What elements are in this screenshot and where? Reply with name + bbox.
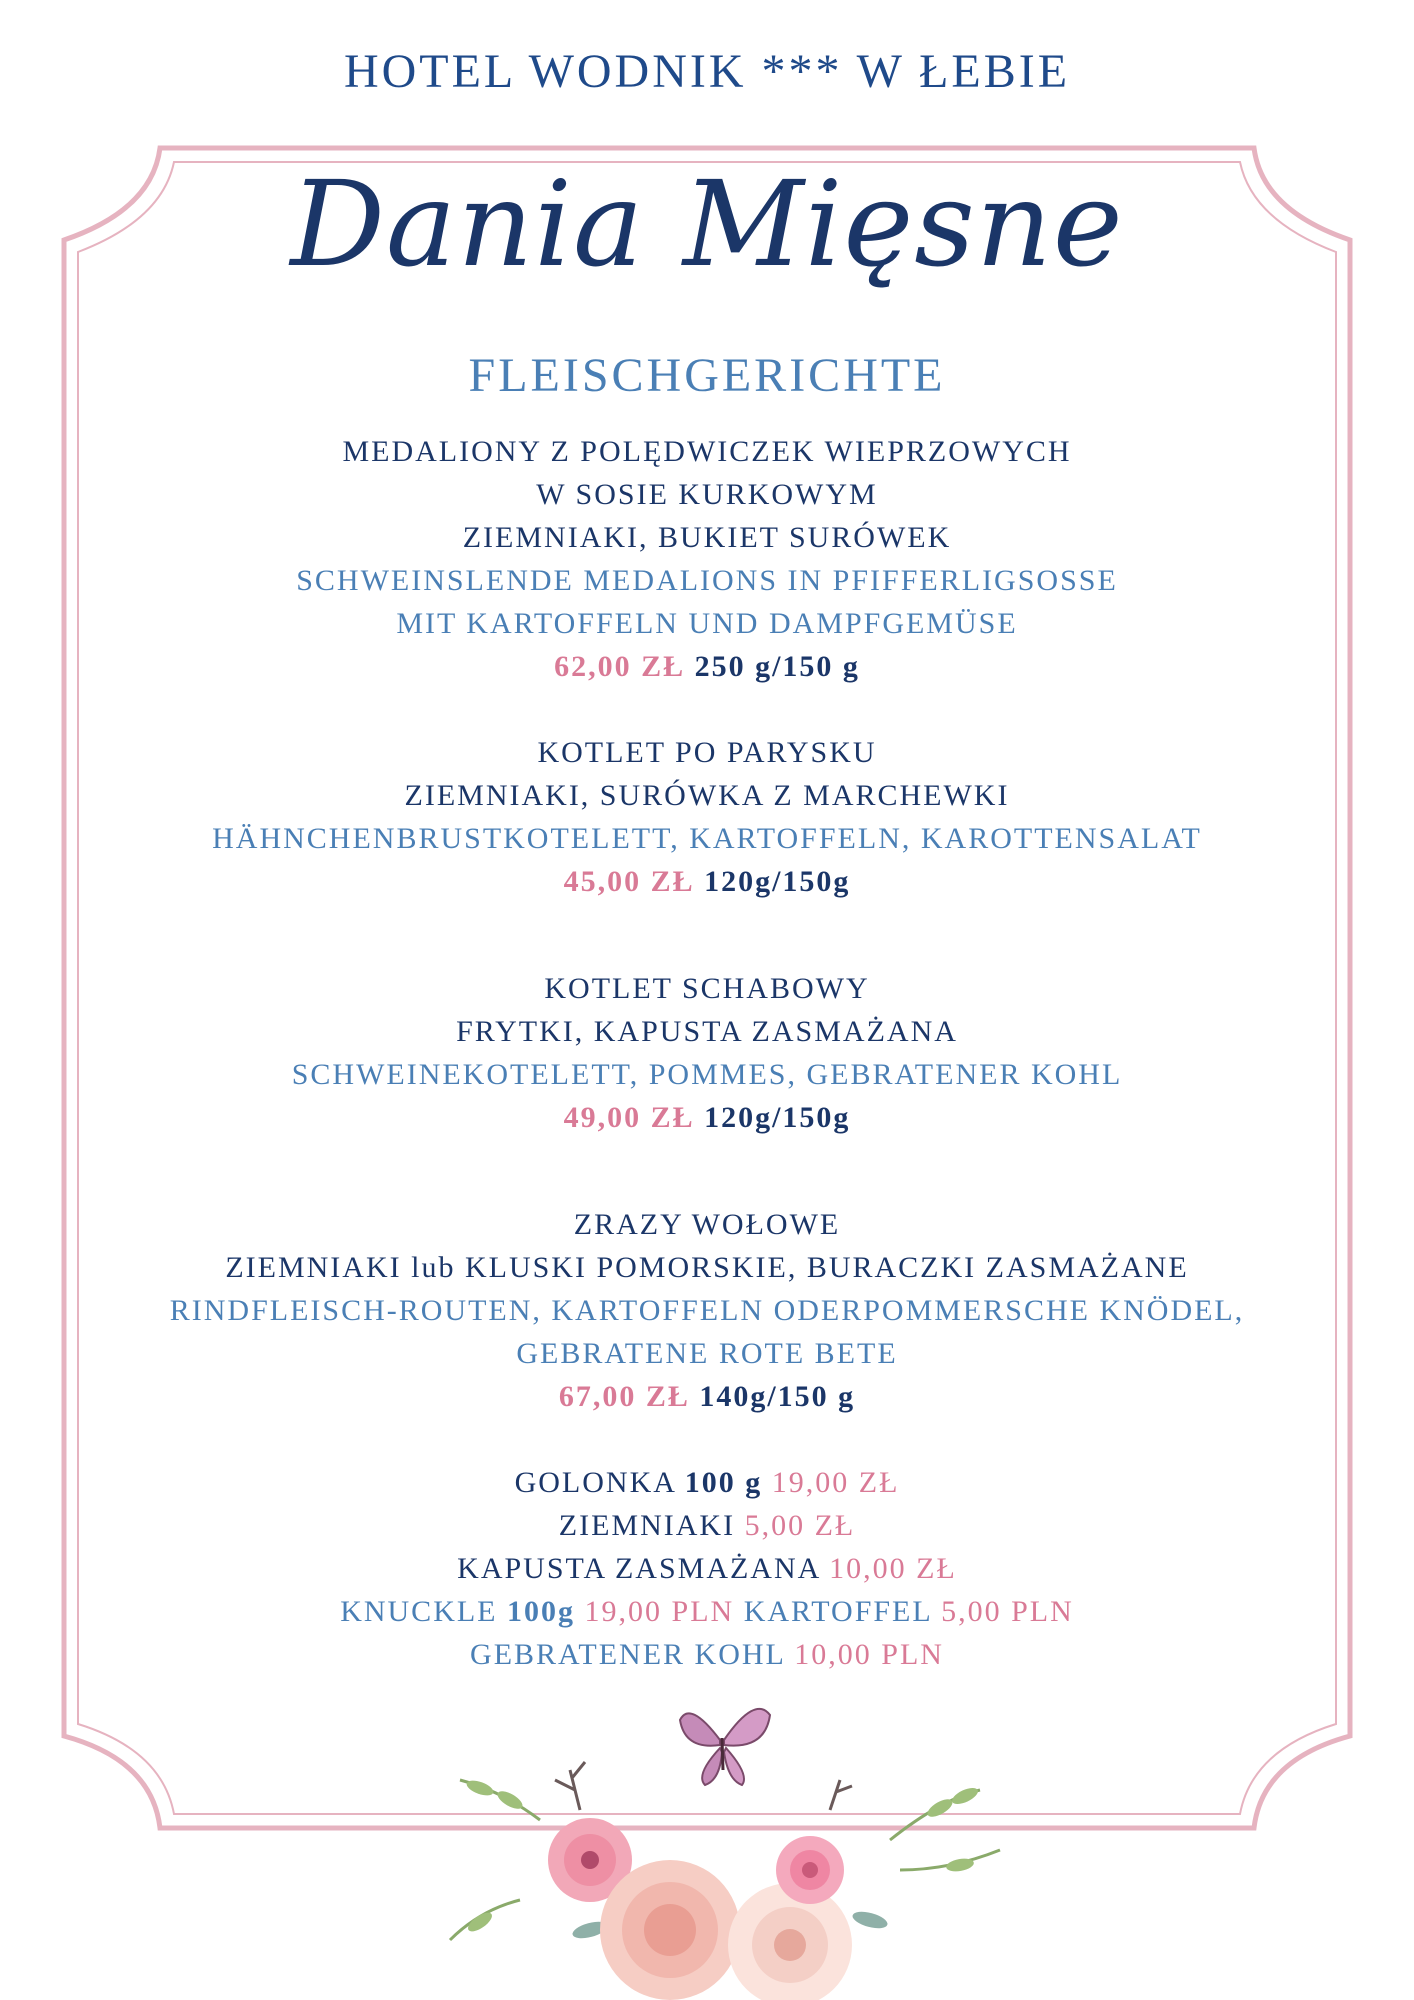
extra-weight: 100 g — [684, 1466, 763, 1499]
dish-kotlet-paryski — [100, 731, 1314, 903]
extra-price: 10,00 PLN — [794, 1638, 944, 1671]
extra-price: 5,00 ZŁ — [744, 1509, 856, 1542]
dish-zrazy — [100, 1203, 1314, 1418]
extra-label: GOLONKA — [514, 1466, 676, 1499]
extra-kohl — [100, 1633, 1314, 1676]
menu-subtitle: FLEISCHGERICHTE — [468, 349, 946, 402]
extra-price: 5,00 PLN — [941, 1595, 1074, 1628]
dish-price-row — [100, 1375, 1314, 1418]
dish-name-pl: MEDALIONY Z POLĘDWICZEK WIEPRZOWYCH — [342, 435, 1072, 468]
dish-name-de: RINDFLEISCH-ROUTEN, KARTOFFELN ODERPOMMERSCHE KNÖDEL, — [169, 1294, 1245, 1327]
dish-name-de: HÄHNCHENBRUSTKOTELETT, KARTOFFELN, KAROTTENSALAT — [212, 822, 1202, 855]
dish-weight: 140g/150 g — [699, 1380, 856, 1413]
dish-price-row — [100, 1096, 1314, 1139]
extra-knuckle-kartoffel — [100, 1590, 1314, 1633]
dish-medaliony — [100, 430, 1314, 688]
extra-ziemniaki — [100, 1504, 1314, 1547]
dish-price-row — [100, 645, 1314, 688]
dish-name-pl: ZRAZY WOŁOWE — [573, 1208, 841, 1241]
extra-label: KAPUSTA ZASMAŻANA — [457, 1552, 820, 1585]
extra-label: ZIEMNIAKI — [558, 1509, 736, 1542]
dish-weight: 120g/150g — [704, 1101, 851, 1134]
extra-price: 10,00 ZŁ — [829, 1552, 957, 1585]
dish-sides-pl: FRYTKI, KAPUSTA ZASMAŻANA — [456, 1015, 958, 1048]
extra-weight: 100g — [507, 1595, 576, 1628]
butterfly-icon — [680, 1709, 770, 1785]
extra-label: KNUCKLE — [340, 1595, 498, 1628]
dish-name-pl: KOTLET SCHABOWY — [544, 972, 870, 1005]
rose-cream-icon — [728, 1883, 852, 2000]
extra-kapusta — [100, 1547, 1314, 1590]
hotel-name: HOTEL WODNIK *** W ŁEBIE — [343, 45, 1071, 98]
dish-name-de: SCHWEINEKOTELETT, POMMES, GEBRATENER KOHL — [291, 1058, 1123, 1091]
extra-golonka — [100, 1461, 1314, 1504]
extra-price: 19,00 ZŁ — [771, 1466, 900, 1499]
dish-price: 49,00 ZŁ — [563, 1101, 695, 1134]
extra-label: GEBRATENER KOHL — [470, 1638, 785, 1671]
dish-name-de: SCHWEINSLENDE MEDALIONS IN PFIFFERLIGSOSSE — [296, 564, 1118, 597]
extra-price: 19,00 PLN — [584, 1595, 735, 1628]
dish-sides-pl: ZIEMNIAKI, SURÓWKA Z MARCHEWKI — [404, 779, 1010, 812]
menu-title: Dania Mięsne — [290, 155, 1124, 293]
dish-name-pl-cont: W SOSIE KURKOWYM — [536, 478, 878, 511]
dish-weight: 120g/150g — [704, 865, 851, 898]
dish-price: 45,00 ZŁ — [563, 865, 695, 898]
dish-weight: 250 g/150 g — [694, 650, 860, 683]
dish-price: 62,00 ZŁ — [554, 650, 686, 683]
dish-price: 67,00 ZŁ — [558, 1380, 690, 1413]
flower-pink-right-icon — [776, 1836, 844, 1904]
dish-name-pl: KOTLET PO PARYSKU — [537, 736, 877, 769]
dish-kotlet-schabowy — [100, 967, 1314, 1139]
extra-label: KARTOFFEL — [743, 1595, 932, 1628]
floral-decoration — [420, 1700, 1020, 2000]
dish-sides-pl: ZIEMNIAKI lub KLUSKI POMORSKIE, BURACZKI ZASMAŻANE — [225, 1251, 1189, 1284]
dish-sides-de: GEBRATENE ROTE BETE — [516, 1337, 898, 1370]
extras-list — [100, 1461, 1314, 1676]
dish-price-row — [100, 860, 1314, 903]
menu-list — [100, 430, 1314, 1719]
rose-peach-icon — [600, 1860, 740, 2000]
dish-sides-pl: ZIEMNIAKI, BUKIET SURÓWEK — [462, 521, 952, 554]
dish-sides-de: MIT KARTOFFELN UND DAMPFGEMÜSE — [396, 607, 1018, 640]
